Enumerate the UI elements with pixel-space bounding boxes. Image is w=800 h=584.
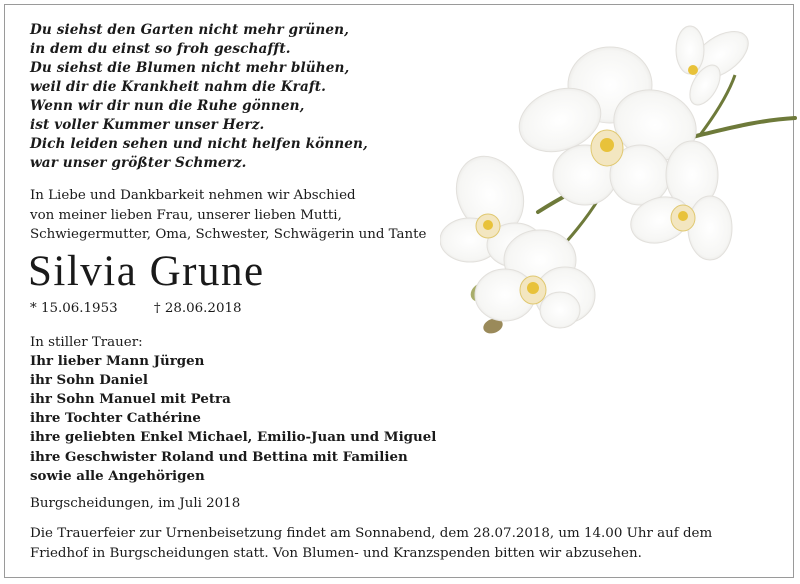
- poem-line: Du siehst die Blumen nicht mehr blühen,: [30, 60, 350, 76]
- mourner-line: ihr Sohn Manuel mit Petra: [30, 391, 231, 408]
- intro-line: von meiner lieben Frau, unserer lieben Mutti,: [30, 207, 342, 223]
- mourner-line: ihre Tochter Cathérine: [30, 410, 201, 427]
- death-date: † 28.06.2018: [153, 301, 242, 316]
- mourner-line: ihre geliebten Enkel Michael, Emilio-Juan und Miguel: [30, 429, 437, 446]
- farewell-intro: [30, 186, 460, 245]
- poem: [30, 21, 430, 173]
- notice-line: Friedhof in Burgscheidungen statt. Von Blumen- und Kranzspenden bitten wir abzusehen.: [30, 546, 642, 561]
- poem-line: Dich leiden sehen und nicht helfen können,: [30, 136, 368, 152]
- birth-date: * 15.06.1953: [30, 301, 118, 316]
- poem-line: Du siehst den Garten nicht mehr grünen,: [30, 22, 349, 38]
- life-dates: [30, 301, 242, 316]
- mourners-list: [30, 333, 460, 486]
- poem-line: in dem du einst so froh geschafft.: [30, 41, 291, 57]
- notice-line: Die Trauerfeier zur Urnenbeisetzung findet am Sonnabend, dem 28.07.2018, um 14.00 Uhr auf dem: [30, 526, 713, 541]
- poem-line: weil dir die Krankheit nahm die Kraft.: [30, 79, 327, 95]
- intro-line: In Liebe und Dankbarkeit nehmen wir Abschied: [30, 188, 356, 203]
- mourner-line: sowie alle Angehörigen: [30, 467, 205, 484]
- poem-line: Wenn wir dir nun die Ruhe gönnen,: [30, 98, 305, 114]
- poem-line: ist voller Kummer unser Herz.: [30, 117, 265, 133]
- mourner-line: Ihr lieber Mann Jürgen: [30, 353, 205, 370]
- poem-line: war unser größter Schmerz.: [30, 155, 247, 171]
- place-and-date: Burgscheidungen, im Juli 2018: [30, 496, 241, 511]
- deceased-name: Silvia Grune: [28, 248, 265, 295]
- mourners-heading: In stiller Trauer:: [30, 335, 143, 350]
- mourner-line: ihr Sohn Daniel: [30, 372, 148, 389]
- intro-line: Schwiegermutter, Oma, Schwester, Schwägerin und Tante: [30, 227, 427, 242]
- mourner-line: ihre Geschwister Roland und Bettina mit Familien: [30, 448, 408, 465]
- funeral-notice: [30, 524, 780, 564]
- orchid-icon: [440, 15, 800, 345]
